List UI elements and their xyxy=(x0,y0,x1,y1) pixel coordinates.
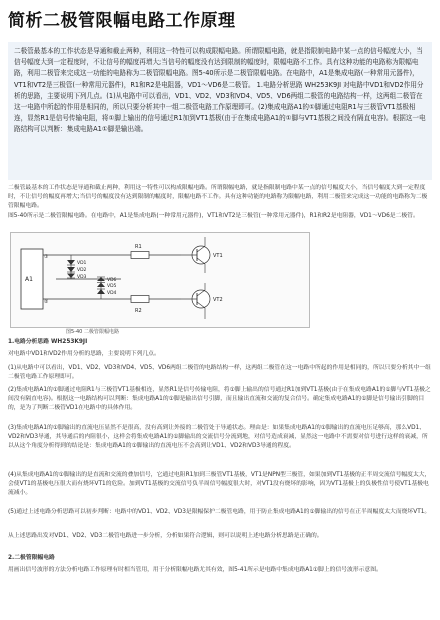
diode-vd3 xyxy=(67,274,75,279)
resistor-r2 xyxy=(131,296,149,303)
circuit-figure xyxy=(10,232,310,328)
label-pin2: ② xyxy=(44,299,49,305)
label-vd2: VD2 xyxy=(77,268,87,273)
section2-heading: 2.二极管限幅电路 xyxy=(8,555,55,561)
label-vd3: VD3 xyxy=(77,275,87,280)
diode-vd5 xyxy=(97,283,105,288)
summary-box: 二极管最基本的工作状态是导通和截止两种，利用这一特性可以构成限幅电路。所谓限幅电路，就是指限制电路中某一点的信号幅度大小，当信号幅度大到一定程度时，不让信号的幅度再增大;当信号的幅度没有达到限制的幅度时，限幅电路不工作。具有这种功能的电路称为限幅电路，利用二极管来完成这一功能的电路称为二极管限幅电路。图5-40所示是二极管限幅电路。在电路中，A1是集成电路(一种常用元器件)，VT1和VT2是三极管(一种常用元器件)，R1和R2是电阻器，VD1～VD6是二极管。 1.电路分析思路 WH253K9JI 对电路中VD1和VD2作用分析的思路，主要说明下列几点。(1)从电路中可以看出，VD1、VD2、VD3和VD4、VD5、VD6两组二极管的电路结构一样，这两组二极管在这一电路中所起的作用是相同的，所以只要分析其中一组二极管电路工作原理即可。(2)集成电路A1的①脚通过电阻R1与三极管VT1基极相连，显然R1是信号传输电阻，将①脚上输出的信号通过R1加到VT1基极(由于在集成电路A1的①脚与VT1基极之间没有隔直电容)。根据这一电路结构可以判断：集成电路A1①脚是输出端。 xyxy=(8,42,432,180)
label-vt2: VT2 xyxy=(213,297,223,303)
resistor-r1 xyxy=(131,252,149,259)
diode-vd4 xyxy=(97,289,105,294)
point-5: (5)通过上述电路分析思路可以初步判断：电路中的VD1、VD2、VD3是限幅保护二极管电路，用于防止集成电路A1的①脚输出的信号在正半周幅度太大而烧坏VT1。 xyxy=(8,509,431,515)
intro-paragraph: 二极管最基本的工作状态是导通和截止两种，利用这一特性可以构成限幅电路。所谓限幅电路，就是指限制电路中某一点的信号幅度大小，当信号幅度大到一定程度时，不让信号的幅度再增大;当信号的幅度没有达到限制的幅度时，限幅电路不工作。具有这种功能的电路称为限幅电路，利用二极管来完成这一功能的电路称为二极管限幅电路。 xyxy=(8,185,428,209)
label-r2: R2 xyxy=(135,308,142,314)
label-pin1: ① xyxy=(44,254,49,260)
point-1: (1)从电路中可以看出，VD1、VD2、VD3和VD4、VD5、VD6两组二极管的电路结构一样，这两组二极管在这一电路中所起的作用是相同的，所以只要分析其中一组二极管电路工作原理即可。 xyxy=(8,365,431,380)
label-vd6: VD6 xyxy=(107,278,117,283)
label-a1: A1 xyxy=(25,276,33,283)
diode-vd2 xyxy=(67,267,75,272)
figure-intro-paragraph: 图5-40所示是二极管限幅电路。在电路中，A1是集成电路(一种常用元器件)，VT1和VT2是三极管(一种常用元器件)，R1和R2是电阻器，VD1～VD6是二极管。 xyxy=(8,213,419,219)
section2-text: 用画出信号波形的方法分析电路工作原理有时相当管用，用于分析限幅电路尤其有效，图5-41所示是电路中集成电路A1①脚上的信号波形示意图。 xyxy=(8,567,382,573)
label-vd4: VD4 xyxy=(107,291,117,296)
point-4: (4)从集成电路A1的①脚输出的是直流和交流的叠加信号，它通过电阻R1加到三极管VT1基极，VT1是NPN型三极管，如果加到VT1基极的正半周交流信号幅度太大，会使VT1的基极电压很大而有烧坏VT1的危险。加到VT1基极的交流信号负半周信号幅度很大时，对VT1没有烧坏的影响，因为VT1基极上的负极性信号使VT1基极电流减小。 xyxy=(8,472,431,496)
point-2: (2)集成电路A1的①脚通过电阻R1与三极管VT1基极相连，显然R1是信号传输电阻，将①脚上输出的信号通过R1加到VT1基极(由于在集成电路A1的①脚与VT1基极之间没有隔直电容)。根据这一电路结构可以判断：集成电路A1的①脚是输出信号引脚，而且输出直流和交流的复合信号。确定集成电路A1的①脚是信号输出引脚的目的，是为了判断二极管VD1在电路中的具体作用。 xyxy=(8,387,431,411)
label-vt1: VT1 xyxy=(213,253,223,259)
section1-heading: 1.电路分析思路 WH253K9JI xyxy=(8,339,88,345)
section1-lead: 对电路中VD1和VD2作用分析的思路，主要说明下列几点。 xyxy=(8,351,160,357)
conclusion-paragraph: 从上述思路出发对VD1、VD2、VD3二极管电路进一步分析，分析如果符合逻辑，则可以说明上述电路分析思路是正确的。 xyxy=(8,533,323,539)
circuit-diagram xyxy=(11,233,309,327)
diode-vd1 xyxy=(67,260,75,265)
label-vd1: VD1 xyxy=(77,261,87,266)
label-vd5: VD5 xyxy=(107,284,117,289)
figure-caption: 图5-40 二极管限幅电路 xyxy=(66,329,119,335)
point-3: (3)集成电路A1的①脚输出的直流电压显然不是很高，没有高到让外接的二极管处于导通状态。理由是：如果集成电路A1的①脚输出的直流电压足够高，那么VD1、VD2和VD3导通，其导通后的内阻很小，这样会将集成电路A1的①脚输出的交流信号分流到地，对信号造成衰减，显然这一电路中不需要对信号进行这样的衰减，所以从这个角度分析得到的结论是：集成电路A1的①脚输出的直流电压不会高到让VD1、VD2和VD3导通的程度。 xyxy=(8,425,428,449)
article-title: 简析二极管限幅电路工作原理 xyxy=(8,11,236,31)
label-r1: R1 xyxy=(135,244,142,250)
